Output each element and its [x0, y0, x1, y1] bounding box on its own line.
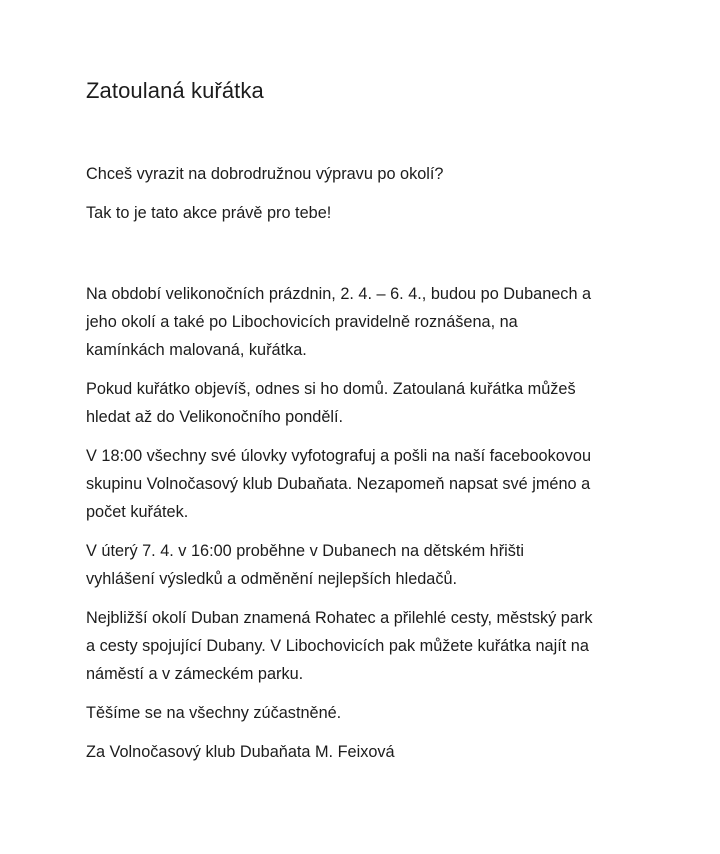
- intro-question: Chceš vyrazit na dobrodružnou výpravu po okolí?: [86, 165, 444, 183]
- paragraph-line: Těšíme se na všechny zúčastněné.: [86, 704, 342, 722]
- paragraph-line: jeho okolí a také po Libochovicích pravidelně roznášena, na: [86, 313, 518, 331]
- paragraph-locations: [86, 604, 646, 688]
- paragraph-line: vyhlášení výsledků a odměnění nejlepších hledačů.: [86, 570, 458, 588]
- intro-statement: Tak to je tato akce právě pro tebe!: [86, 204, 332, 222]
- paragraph-line: Nejbližší okolí Duban znamená Rohatec a přilehlé cesty, městský park: [86, 609, 593, 627]
- paragraph-finding: [86, 375, 646, 431]
- paragraph-line: hledat až do Velikonočního pondělí.: [86, 408, 344, 426]
- paragraph-results: [86, 537, 646, 593]
- paragraph-submission: [86, 442, 646, 526]
- paragraph-line: Na období velikonočních prázdnin, 2. 4. – 6. 4., budou po Dubanech a: [86, 285, 592, 303]
- document-title: Zatoulaná kuřátka: [86, 78, 264, 103]
- paragraph-line: V 18:00 všechny své úlovky vyfotografuj a pošli na naší facebookovou: [86, 447, 592, 465]
- paragraph-line: skupinu Volnočasový klub Dubaňata. Nezapomeň napsat své jméno a: [86, 475, 591, 493]
- paragraph-line: V úterý 7. 4. v 16:00 proběhne v Dubanech na dětském hřišti: [86, 542, 525, 560]
- paragraph-closing: [86, 699, 646, 727]
- paragraph-line: náměstí a v zámeckém parku.: [86, 665, 304, 683]
- document-body: [86, 160, 646, 766]
- paragraph-line: počet kuřátek.: [86, 503, 189, 521]
- paragraph-dates: [86, 280, 646, 364]
- signature-line: Za Volnočasový klub Dubaňata M. Feixová: [86, 743, 395, 761]
- paragraph-line: Pokud kuřátko objevíš, odnes si ho domů. Zatoulaná kuřátka můžeš: [86, 380, 576, 398]
- paragraph-line: a cesty spojující Dubany. V Libochovicích pak můžete kuřátka najít na: [86, 637, 589, 655]
- paragraph-line: kamínkách malovaná, kuřátka.: [86, 341, 307, 359]
- signature: [86, 738, 646, 766]
